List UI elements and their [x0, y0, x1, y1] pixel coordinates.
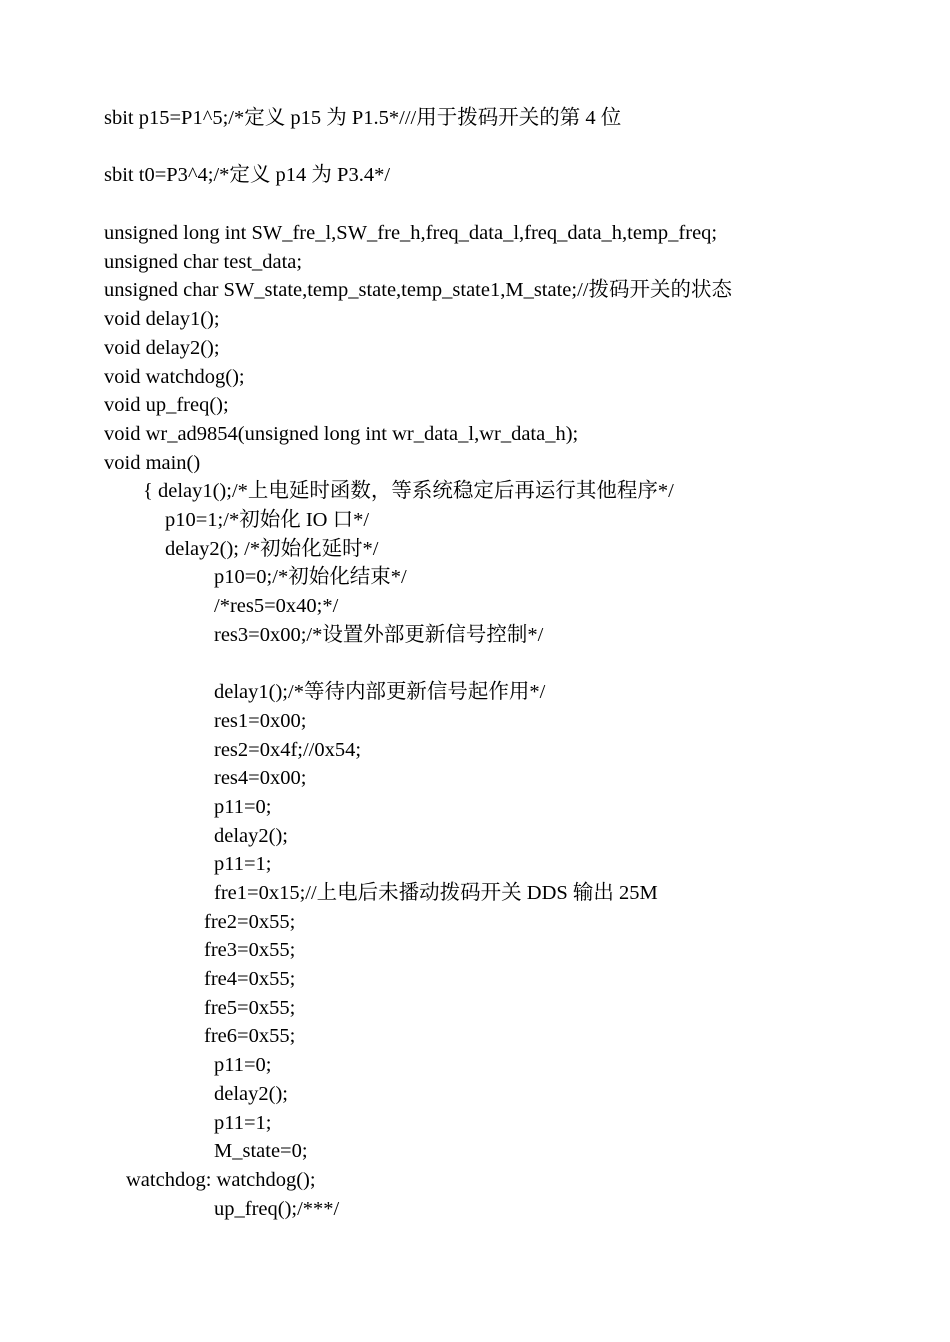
code-line: unsigned char test_data;: [104, 251, 303, 273]
code-line: fre6=0x55;: [204, 1025, 296, 1047]
code-line: delay2();: [214, 825, 288, 847]
code-line: sbit t0=P3^4;/*定义 p14 为 P3.4*/: [104, 164, 391, 186]
code-line: void delay2();: [104, 337, 220, 359]
code-line: fre1=0x15;//上电后未播动拨码开关 DDS 输出 25M: [214, 882, 658, 904]
code-line: void watchdog();: [104, 366, 245, 388]
code-line: { delay1();/*上电延时函数，等系统稳定后再运行其他程序*/: [143, 480, 674, 502]
code-line: p11=1;: [214, 853, 272, 875]
code-line: unsigned long int SW_fre_l,SW_fre_h,freq_data_l,freq_data_h,temp_freq;: [104, 222, 718, 244]
code-line: void delay1();: [104, 308, 220, 330]
code-line: delay2(); /*初始化延时*/: [165, 538, 379, 560]
code-line: res4=0x00;: [214, 767, 307, 789]
code-line: fre2=0x55;: [204, 911, 296, 933]
code-line: p10=1;/*初始化 IO 口*/: [165, 509, 370, 531]
code-line: p10=0;/*初始化结束*/: [214, 566, 407, 588]
code-line: void wr_ad9854(unsigned long int wr_data_l,wr_data_h);: [104, 423, 579, 445]
code-line: res3=0x00;/*设置外部更新信号控制*/: [214, 624, 544, 646]
code-line: fre3=0x55;: [204, 939, 296, 961]
code-line: p11=0;: [214, 1054, 272, 1076]
code-line: M_state=0;: [214, 1140, 308, 1162]
code-line: /*res5=0x40;*/: [214, 595, 339, 617]
code-line: up_freq();/***/: [214, 1198, 340, 1220]
code-line: sbit p15=P1^5;/*定义 p15 为 P1.5*///用于拨码开关的第 4 位: [104, 107, 622, 129]
code-line: void main(): [104, 452, 201, 474]
code-line: unsigned char SW_state,temp_state,temp_state1,M_state;//拨码开关的状态: [104, 279, 732, 301]
code-line: res2=0x4f;//0x54;: [214, 739, 362, 761]
code-line: delay2();: [214, 1083, 288, 1105]
code-line: delay1();/*等待内部更新信号起作用*/: [214, 681, 546, 703]
code-line: p11=0;: [214, 796, 272, 818]
code-line: void up_freq();: [104, 394, 229, 416]
code-line: p11=1;: [214, 1112, 272, 1134]
code-line: watchdog: watchdog();: [126, 1169, 316, 1191]
code-line: fre5=0x55;: [204, 997, 296, 1019]
code-line: res1=0x00;: [214, 710, 307, 732]
code-line: fre4=0x55;: [204, 968, 296, 990]
